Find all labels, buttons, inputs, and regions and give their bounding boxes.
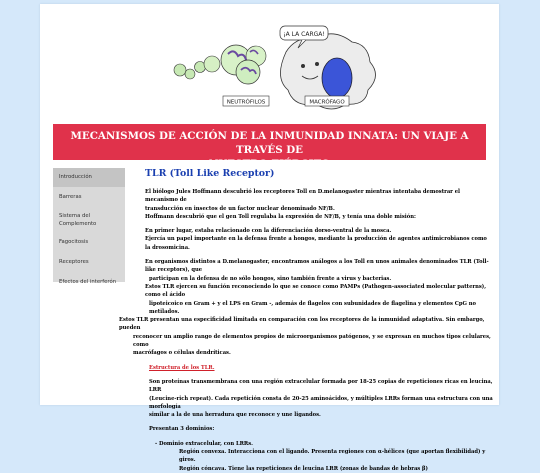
text-line: (Leucine-rich repeat). Cada repetición consta de 20-25 aminoácidos, y múltiples LRRs forman una estructura con una morfología [149, 395, 493, 410]
page-container [40, 4, 499, 472]
text-line: transducción en insectos de un factor nuclear denominado NF/B. [145, 205, 335, 212]
sidebar-item-interferon[interactable]: Efectos del interferón [59, 279, 117, 285]
sidebar-nav [53, 168, 125, 285]
sidebar-item-introduccion[interactable]: Introducción [53, 168, 125, 187]
immune-cells-illustration-icon [40, 4, 499, 122]
text-line: Hoffmann descubrió que el gen Toll regulaba la expresión de NF/B, y tenía una doble misión: [145, 213, 416, 220]
illustration-labels [223, 96, 349, 106]
paragraph-tlr [119, 258, 493, 358]
text-line: Estos TLR ejercen su función reconociendo lo que se conoce como PAMPs (Pathogen-associated molecular patterns), como el ácido [145, 283, 487, 299]
content-title: TLR (Toll Like Receptor) [145, 168, 275, 179]
sidebar-item-label: Sistema del [59, 213, 91, 219]
banner-line-2: NUESTRO EJÉRCITO [208, 158, 331, 170]
text-line: similar a la de una herradura que reconoce y une ligandos. [149, 412, 321, 419]
page-banner [53, 124, 486, 170]
domain-item: Región cóncava. Tiene las repeticiones de leucina LRR (zonas de bandas de hebras β) [179, 465, 428, 472]
sidebar-item-fagocitosis[interactable]: Fagocitosis [59, 239, 89, 245]
text-line: Son proteínas transmembrana con una región extracelular formada por 18-25 copias de repeticiones ricas en leucina, LRR [149, 378, 493, 394]
banner-line-1: MECANISMOS DE ACCIÓN DE LA INMUNIDAD INNATA: UN VIAJE A TRAVÉS DE [70, 130, 469, 156]
sidebar-item-label: Complemento [59, 221, 97, 227]
structure-link-wrap [133, 364, 493, 372]
structure-link[interactable]: Estructura de los TLR. [149, 364, 215, 371]
domain-item: - Dominio extracelular, con LRRs. [155, 440, 253, 447]
text-line: Estos TLR presentan una especificidad limitada en comparación con los receptores de la inmunidad adaptativa. Sin embargo, pueden [119, 317, 485, 332]
neutrophil-cells [174, 45, 266, 84]
text-line: El biólogo Jules Hoffmann descubrió los receptores Toll en D.melanogaster mientras intentaba demostrar el mecanismo de [145, 189, 460, 204]
text-line: En organismos distintos a D.melanogaster, encontramos análogos a los Toll en unos animales denominados TLR (Toll-like receptors), que [145, 259, 489, 274]
text-line: macrófagos o células dendríticas. [133, 350, 231, 357]
speech-text: ¡A LA CARGA! [283, 31, 325, 38]
sidebar-item-barreras[interactable]: Barreras [59, 194, 82, 200]
main-content [119, 168, 493, 472]
text-line: lipoteicoico en Gram + y el LPS en Gram -, además de flagelos con subunidades de flagelina y elementos CpG no metilados. [149, 300, 476, 315]
domains-heading: Presentan 3 dominios: [149, 426, 215, 433]
text-line: Ejercía un papel importante en la defensa frente a hongos, mediante la producción de agentes antimicrobianos como la drosomicina. [145, 236, 487, 251]
text-line: reconocer un amplio rango de elementos propios de microorganismos patógenos, y se expresan en muchos tipos celulares, como [133, 333, 491, 349]
sidebar-item-receptores[interactable]: Receptores [59, 259, 89, 265]
domain-item: Región convexa. Interacciona con el ligando. Presenta regiones con α-hélices (que aportan flexibilidad) y giros. [179, 449, 486, 464]
text-line: En primer lugar, estaba relacionado con la diferenciación dorso-ventral de la mosca. [145, 228, 392, 235]
neutrophils-label: NEUTRÓFILOS [226, 99, 266, 106]
paragraph-structure [133, 378, 493, 419]
paragraph-intro [133, 188, 493, 221]
macrophage-label: MACRÓFAGO [309, 99, 345, 106]
text-line: participan en la defensa de no sólo hongos, sino también frente a virus y bacterias. [149, 275, 392, 282]
paragraph-missions [133, 227, 493, 252]
sidebar-item-complemento[interactable] [53, 207, 125, 233]
